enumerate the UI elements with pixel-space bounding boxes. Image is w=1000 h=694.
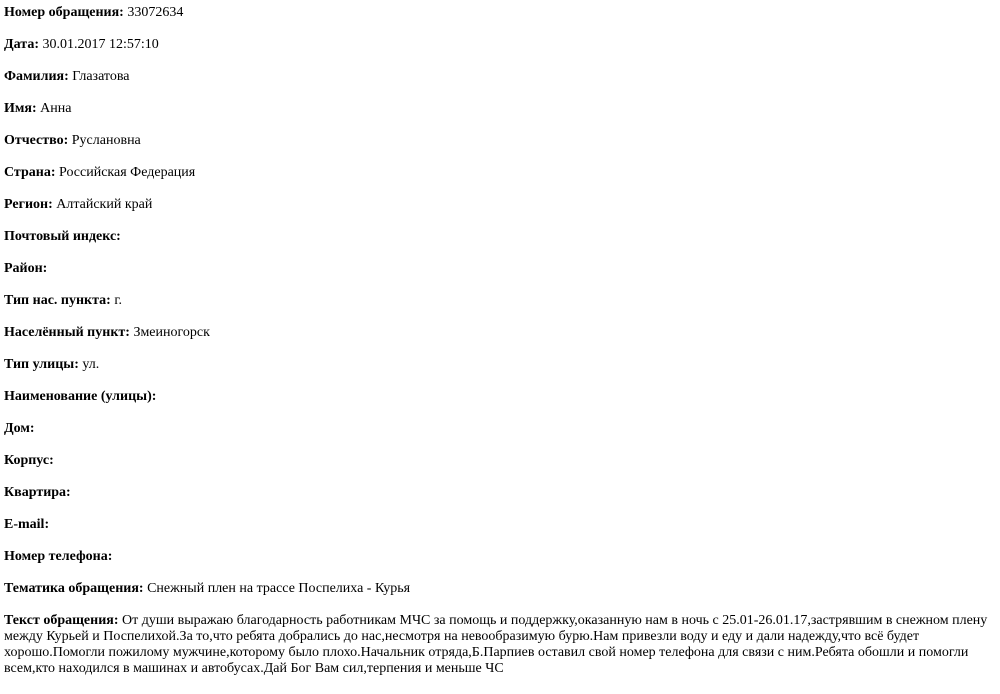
field-building	[4, 453, 994, 469]
field-street-name	[4, 389, 994, 405]
field-value: Российская Федерация	[55, 165, 196, 180]
field-appeal-number	[4, 5, 994, 21]
field-value: 30.01.2017 12:57:10	[38, 37, 159, 52]
field-label: Населённый пункт:	[4, 325, 130, 340]
field-label: Наименование (улицы):	[4, 389, 157, 404]
field-label: Номер обращения:	[4, 5, 124, 20]
field-label: Тематика обращения:	[4, 581, 144, 596]
field-value: Снежный плен на трассе Поспелиха - Курья	[143, 581, 411, 596]
field-postal-code	[4, 229, 994, 245]
field-value: Алтайский край	[52, 197, 153, 212]
field-phone	[4, 549, 994, 565]
field-label: Регион:	[4, 197, 53, 212]
field-settlement-type	[4, 293, 994, 309]
field-date	[4, 37, 994, 53]
field-label: Тип улицы:	[4, 357, 79, 372]
field-label: Страна:	[4, 165, 56, 180]
field-value: Глазатова	[68, 69, 130, 84]
field-value: г.	[110, 293, 122, 308]
field-label: Дата:	[4, 37, 39, 52]
field-first-name	[4, 101, 994, 117]
field-surname	[4, 69, 994, 85]
field-apartment	[4, 485, 994, 501]
field-email	[4, 517, 994, 533]
field-label: Дом:	[4, 421, 35, 436]
field-value: ул.	[78, 357, 100, 372]
field-country	[4, 165, 994, 181]
field-label: Квартира:	[4, 485, 71, 500]
field-settlement	[4, 325, 994, 341]
field-appeal-text	[4, 613, 994, 677]
field-value: 33072634	[123, 5, 184, 20]
field-street-type	[4, 357, 994, 373]
field-label: Номер телефона:	[4, 549, 113, 564]
field-district	[4, 261, 994, 277]
field-patronymic	[4, 133, 994, 149]
field-value: Руслановна	[68, 133, 141, 148]
field-value: От души выражаю благодарность работникам МЧС за помощь и поддержку,оказанную нам в ночь с 25.01-26.01.17,застрявшим в снежном плену между Курьей и Поспелихой.За то,что ребята добрались до нас,несмотря на невообразимую бурю.Нам привезли воду и еду и дали надежду,что всё будет хорошо.Помогли пожилому мужчине,которому было плохо.Начальник отряда,Б.Парпиев оставил свой номер телефона для связи с ним.Ребята обошли и помогли всем,кто находился в машинах и автобусах.Дай Бог Вам сил,терпения и меньше ЧС	[4, 613, 988, 676]
field-label: Фамилия:	[4, 69, 69, 84]
field-label: Отчество:	[4, 133, 69, 148]
field-label: Почтовый индекс:	[4, 229, 121, 244]
field-house	[4, 421, 994, 437]
field-label: Корпус:	[4, 453, 54, 468]
field-value: Змеиногорск	[129, 325, 210, 340]
field-topic	[4, 581, 994, 597]
field-region	[4, 197, 994, 213]
field-label: Текст обращения:	[4, 613, 119, 628]
field-label: E-mail:	[4, 517, 50, 532]
field-label: Имя:	[4, 101, 37, 116]
field-label: Тип нас. пункта:	[4, 293, 111, 308]
field-label: Район:	[4, 261, 48, 276]
field-value: Анна	[36, 101, 72, 116]
